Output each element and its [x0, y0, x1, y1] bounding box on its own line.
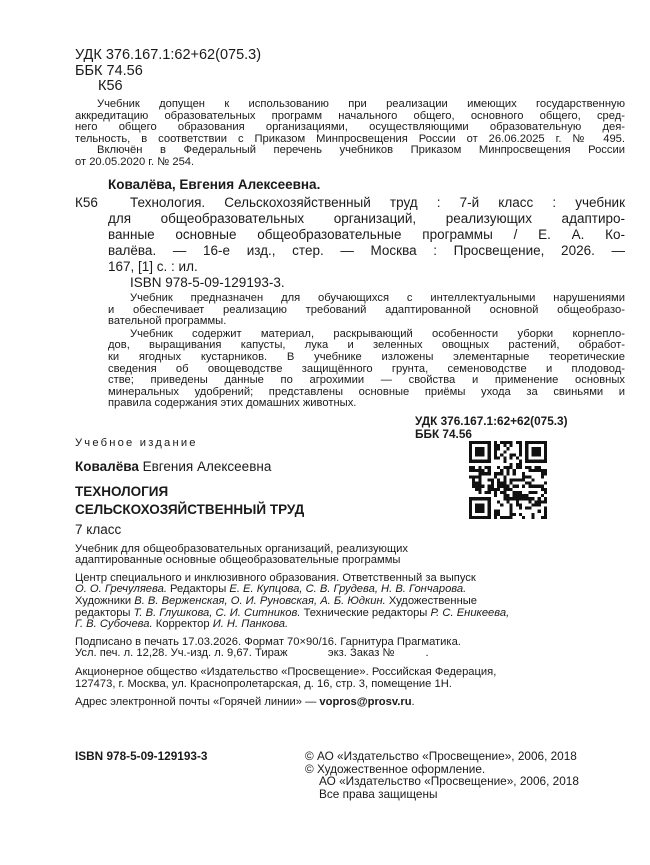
hotline-email	[75, 697, 625, 709]
edition-type: Учебное издание	[75, 437, 198, 449]
catalog-line: для общеобразовательных организаций, реализующих адаптиро-	[108, 211, 625, 226]
author-name: Евгения Алексеевна	[142, 458, 272, 474]
qr-code-icon	[469, 441, 547, 519]
print-line: Усл. печ. л. 12,28. Уч.-изд. л. 9,67. Тираж экз. Заказ № .	[75, 647, 429, 660]
staff-name: Т. В. Глушкова, С. И. Ситников.	[133, 606, 301, 619]
federal-line: от 20.05.2020 г. № 254.	[75, 155, 195, 168]
catalog-line: 167, [1] с. : ил.	[108, 259, 198, 274]
staff-name: И. Н. Панкова.	[212, 618, 289, 631]
staff-role: Художественные	[385, 594, 478, 607]
email-suffix: .	[411, 696, 415, 709]
copyright-line: Все права защищены	[319, 786, 438, 801]
catalog-code: К56	[75, 195, 98, 210]
staff-role: Редакторы	[166, 583, 230, 596]
staff-role: редакторы	[75, 606, 134, 619]
catalog-udk: УДК 376.167.1:62+62(075.3)	[415, 414, 568, 428]
staff-line: Центр специального и инклюзивного образования. Ответственный за выпуск	[75, 571, 476, 584]
email-label: Адрес электронной почты «Горячей линии» —	[75, 696, 320, 709]
annotation-line: ки ягодных кустарников. В учебнике изложены элементарные теоретические	[108, 350, 625, 363]
annotation-line: дов, выращивания капусты, лука и зеленных овощных растений, обработ-	[108, 339, 625, 352]
udk: УДК 376.167.1:62+62(075.3)	[75, 47, 262, 63]
staff-role: Корректор	[152, 618, 213, 631]
subtitle-line: Учебник для общеобразовательных организаций, реализующих	[75, 542, 408, 555]
catalog-line: ванные основные общеобразовательные программы / Е. А. Ко-	[108, 227, 625, 242]
federal-line: Включён в Федеральный перечень учебников Приказом Минпросвещения России	[97, 144, 625, 157]
approval-text	[75, 99, 625, 169]
title-line-2: СЕЛЬСКОХОЗЯЙСТВЕННЫЙ ТРУД	[75, 501, 305, 517]
copyright-line: АО «Издательство «Просвещение», 2006, 2018	[319, 774, 579, 788]
annotation-line: правила содержания этих домашних животных.	[108, 397, 357, 410]
annotation-line: минеральных удобрений; представлены основные приёмы ухода за свиньями и	[108, 385, 625, 398]
approval-line: тельность, в соответствии с Приказом Минпросвещения России от 26.06.2025 г. № 495.	[75, 132, 625, 145]
author-surname: Ковалёва	[75, 458, 139, 474]
bbk: ББК 74.56	[75, 62, 143, 79]
copyright-line: © Художественное оформление.	[305, 761, 486, 776]
annotation-line: Учебник содержит материал, раскрывающий особенности уборки корнепло-	[130, 327, 625, 340]
footer-isbn: ISBN 978-5-09-129193-3	[75, 749, 208, 763]
staff-name: В. В. Верженская, О. И. Руновская, А. Б. Юдкин.	[134, 594, 386, 607]
email-link[interactable]: vopros@prosv.ru	[319, 696, 412, 709]
annotation-line: и обеспечивает реализацию требований адаптированной основной общеобразо-	[108, 303, 625, 316]
catalog-isbn: ISBN 978-5-09-129193-3.	[130, 275, 285, 290]
print-line: Подписано в печать 17.03.2026. Формат 70×90/16. Гарнитура Прагматика.	[75, 635, 461, 648]
subtitle-line: адаптированные основные общеобразовательные программы	[75, 554, 401, 567]
catalog-bbk: ББК 74.56	[415, 427, 472, 441]
catalog-line: Технология. Сельскохозяйственный труд : 7-й класс : учебник	[130, 195, 625, 210]
annotation-line: стве; приведены данные по агрохимии — свойства и применение основных	[108, 374, 625, 387]
staff-name: Г. В. Субочева.	[75, 618, 153, 631]
catalog-card	[75, 177, 625, 441]
approval-line: Учебник допущен к использованию при реализации имеющих государственную	[97, 98, 625, 110]
annotation-line: сведения об овощеводстве защищённого грунта, семеноводстве и плодовод-	[108, 362, 625, 375]
catalog-author: Ковалёва, Евгения Алексеевна.	[108, 177, 321, 192]
staff-name: О. О. Гречуляева.	[75, 583, 167, 596]
staff-role: Технические редакторы	[300, 606, 431, 619]
approval-line: аккредитацию образовательных программ начального общего, основного общего, сред-	[75, 109, 625, 122]
annotation-line: вательной программы.	[108, 315, 227, 328]
approval-line: него общего образования организациями, осуществляющими образовательную дея-	[75, 121, 625, 134]
staff-credits	[75, 573, 515, 631]
udk-header	[75, 48, 261, 95]
title-line-1: ТЕХНОЛОГИЯ	[75, 483, 169, 499]
publisher-line: Акционерное общество «Издательство «Просвещение». Российская Федерация,	[75, 665, 497, 678]
publisher-line: 127473, г. Москва, ул. Краснопролетарская, д. 16, стр. 3, помещение 1Н.	[75, 677, 452, 690]
staff-line	[75, 619, 515, 631]
staff-name: Е. Е. Купцова, С. В. Грудева, Н. В. Гончарова.	[229, 583, 467, 596]
staff-name: Р. С. Еникеева,	[430, 606, 510, 619]
author-code: К56	[98, 78, 123, 94]
annotation-line: Учебник предназначен для обучающихся с интеллектуальными нарушениями	[130, 292, 625, 304]
catalog-line: валёва. — 16-е изд., стер. — Москва : Просвещение, 2026. —	[108, 243, 625, 258]
staff-role: Художники	[75, 594, 135, 607]
grade: 7 класс	[75, 521, 122, 537]
qr-modules	[469, 441, 547, 519]
copyright-line: © АО «Издательство «Просвещение», 2006, 2018	[305, 749, 577, 763]
copyright	[305, 750, 579, 800]
